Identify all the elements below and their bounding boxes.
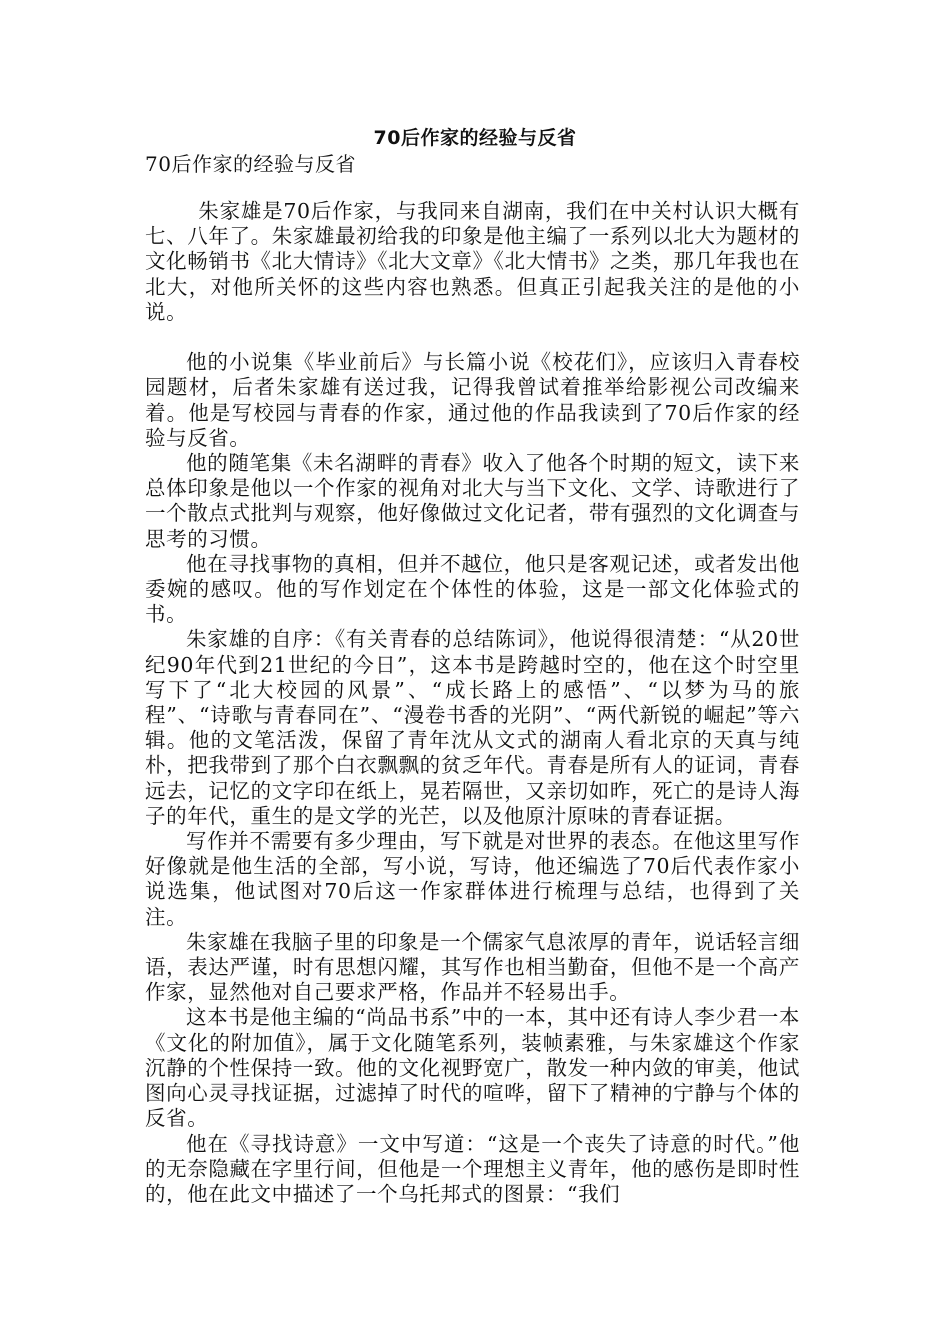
paragraph-4: 他在寻找事物的真相，但并不越位，他只是客观记述，或者发出他委婉的感叹。他的写作划定在个体性的体验，这是一部文化体验式的书。 <box>145 551 800 627</box>
paragraph-1: 朱家雄是70后作家，与我同来自湖南，我们在中关村认识大概有七、八年了。朱家雄最初给我的印象是他主编了一系列以北大为题材的文化畅销书《北大情诗》《北大文章》《北大情书》之类，那几年我也在北大，对他所关怀的这些内容也熟悉。但真正引起我关注的是他的小说。 <box>145 199 800 324</box>
paragraph-2: 他的小说集《毕业前后》与长篇小说《校花们》，应该归入青春校园题材，后者朱家雄有送过我，记得我曾试着推举给影视公司改编来着。他是写校园与青春的作家，通过他的作品我读到了70后作家的经验与反省。 <box>145 350 800 450</box>
document-title: 70后作家的经验与反省 <box>373 127 577 149</box>
document-subtitle: 70后作家的经验与反省 <box>145 152 356 176</box>
paragraph-6: 写作并不需要有多少理由，写下就是对世界的表态。在他这里写作好像就是他生活的全部，写小说，写诗，他还编选了70后代表作家小说选集，他试图对70后这一作家群体进行梳理与总结，也得到了关注。 <box>145 829 800 929</box>
paragraph-3: 他的随笔集《未名湖畔的青春》收入了他各个时期的短文，读下来总体印象是他以一个作家的视角对北大与当下文化、文学、诗歌进行了一个散点式批判与观察，他好像做过文化记者，带有强烈的文化调查与思考的习惯。 <box>145 451 800 551</box>
paragraph-8: 这本书是他主编的“尚品书系”中的一本，其中还有诗人李少君一本《文化的附加值》，属于文化随笔系列，装帧素雅，与朱家雄这个作家沉静的个性保持一致。他的文化视野宽广，散发一种内敛的审美，他试图向心灵寻找证据，过滤掉了时代的喧哗，留下了精神的宁静与个体的反省。 <box>145 1005 800 1131</box>
paragraph-7: 朱家雄在我脑子里的印象是一个儒家气息浓厚的青年，说话轻言细语，表达严谨，时有思想闪耀，其写作也相当勤奋，但他不是一个高产作家，显然他对自己要求严格，作品并不轻易出手。 <box>145 929 800 1005</box>
paragraph-spacer <box>145 325 800 350</box>
document-body <box>145 199 800 1207</box>
paragraph-9: 他在《寻找诗意》一文中写道：“这是一个丧失了诗意的时代。”他的无奈隐藏在字里行间，但他是一个理想主义青年，他的感伤是即时性的，他在此文中描述了一个乌托邦式的图景：“我们 <box>145 1131 800 1206</box>
paragraph-5: 朱家雄的自序：《有关青春的总结陈词》，他说得很清楚：“从20世纪90年代到21世纪的今日”，这本书是跨越时空的，他在这个时空里写下了“北大校园的风景”、“成长路上的感悟”、“以梦为马的旅程”、“诗歌与青春同在”、“漫卷书香的光阴”、“两代新锐的崛起”等六辑。他的文笔活泼，保留了青年沈从文式的湖南人看北京的天真与纯朴，把我带到了那个白衣飘飘的贫乏年代。青春是所有人的证词，青春远去，记忆的文字印在纸上，晃若隔世，又亲切如昨，死亡的是诗人海子的年代，重生的是文学的光芒，以及他原汁原味的青春证据。 <box>145 627 800 828</box>
